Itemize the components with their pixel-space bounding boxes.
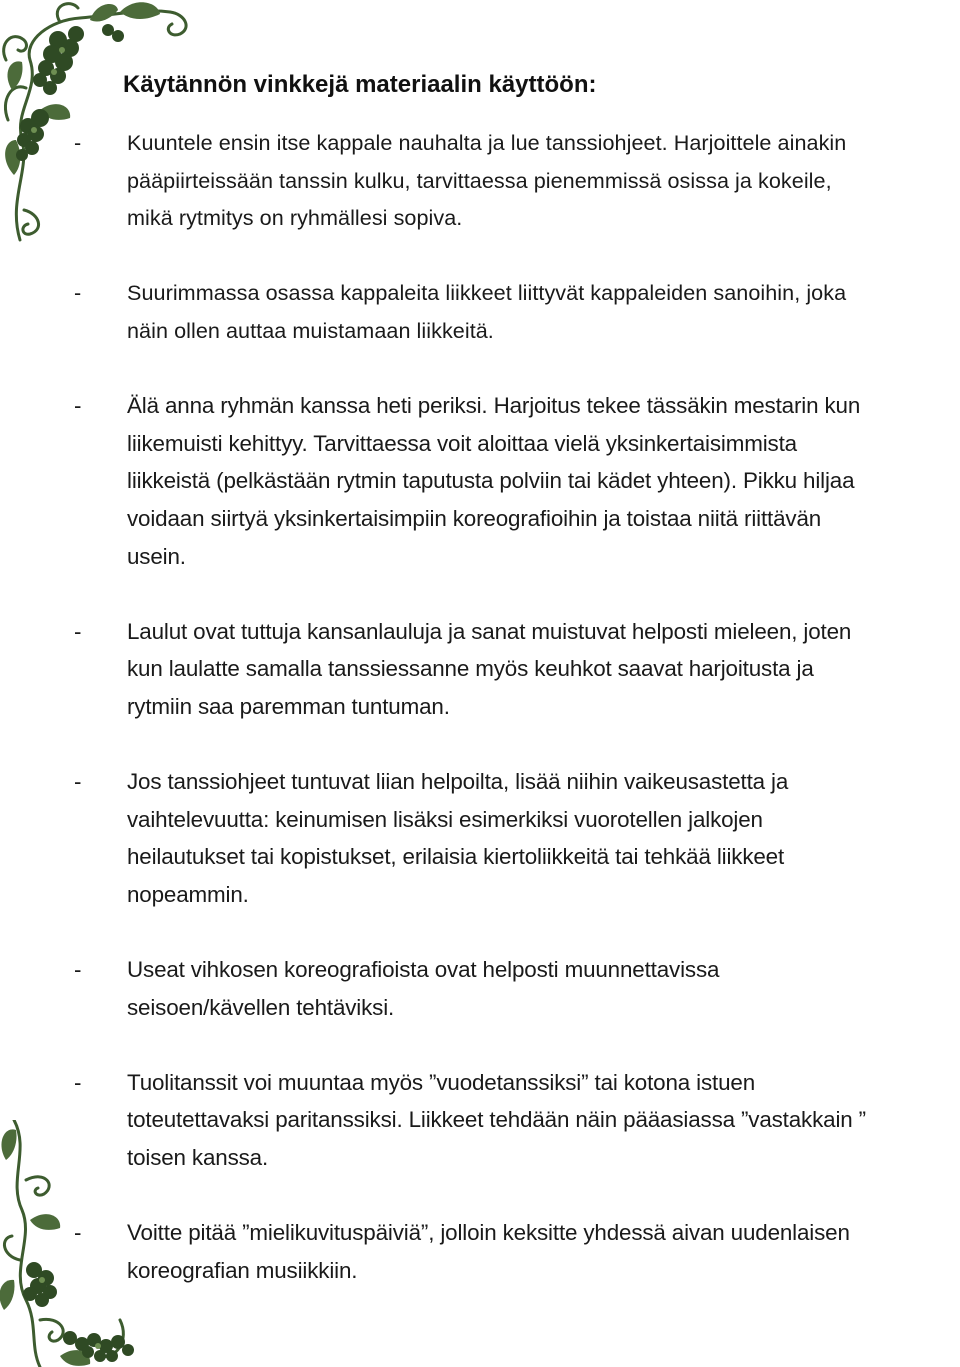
tip-text-line: Jos tanssiohjeet tuntuvat liian helpoilta, lisää niihin vaikeusastetta ja <box>127 769 789 795</box>
tip-text-line: toteutettavaksi paritanssiksi. Liikkeet tehdään näin pääasiassa ”vastakkain ” <box>127 1107 866 1133</box>
tip-text-line: vaihtelevuutta: keinumisen lisäksi esimerkiksi vuorotellen jalkojen <box>127 806 763 832</box>
list-item <box>62 951 957 1026</box>
list-item <box>62 124 957 237</box>
tip-text-line: Kuuntele ensin itse kappale nauhalta ja lue tanssiohjeet. Harjoittele ainakin <box>127 130 847 155</box>
list-bullet: - <box>74 130 82 155</box>
tip-text-line: näin ollen auttaa muistamaan liikkeitä. <box>127 317 494 343</box>
tip-text-line: koreografian musiikkiin. <box>127 1257 358 1283</box>
tip-text-line: Useat vihkosen koreografioista ovat helposti muunnettavissa <box>127 957 720 983</box>
list-bullet: - <box>74 769 82 795</box>
tip-text-line: liikkeistä (pelkästään rytmin taputusta polviin tai kädet yhteen). Pikku hiljaa <box>127 468 855 494</box>
tips-list <box>62 124 957 1327</box>
list-bullet: - <box>74 280 82 306</box>
tip-text-line: nopeammin. <box>127 881 249 907</box>
list-item <box>62 274 957 349</box>
list-item <box>62 613 957 726</box>
tip-text-line: rytmiin saa paremman tuntuman. <box>127 693 450 719</box>
tip-text-line: pääpiirteissään tanssin kulku, tarvittaessa pienemmissä osissa ja kokeile, <box>127 167 832 193</box>
tip-text-line: voidaan siirtyä yksinkertaisimpiin koreografioihin ja toistaa niitä riittävän <box>127 505 822 531</box>
tip-text-line: Voitte pitää ”mielikuvituspäiviä”, jolloin keksitte yhdessä aivan uudenlaisen <box>127 1220 850 1246</box>
tip-text-line: heilautukset tai kopistukset, erilaisia kiertoliikkeitä tai tehkää liikkeet <box>127 844 785 870</box>
tip-text-line: toisen kanssa. <box>127 1145 269 1171</box>
tip-text-line: liikemuisti kehittyy. Tarvittaessa voit aloittaa vielä yksinkertaisimmista <box>127 430 797 456</box>
list-item <box>62 763 957 913</box>
list-item <box>62 387 957 575</box>
page-title: Käytännön vinkkejä materiaalin käyttöön: <box>123 71 597 98</box>
tip-text-line: Älä anna ryhmän kanssa heti periksi. Harjoitus tekee tässäkin mestarin kun <box>127 393 861 419</box>
list-bullet: - <box>74 1220 82 1246</box>
tip-text-line: Tuolitanssit voi muuntaa myös ”vuodetanssiksi” tai kotona istuen <box>127 1069 756 1095</box>
list-bullet: - <box>74 1069 82 1095</box>
tip-text-line: Suurimmassa osassa kappaleita liikkeet liittyvät kappaleiden sanoihin, joka <box>127 280 847 306</box>
tip-text-line: mikä rytmitys on ryhmällesi sopiva. <box>127 205 463 231</box>
list-item <box>62 1064 957 1177</box>
tip-text-line: usein. <box>127 543 186 569</box>
tip-text-line: seisoen/kävellen tehtäviksi. <box>127 994 395 1020</box>
tip-text-line: Laulut ovat tuttuja kansanlauluja ja sanat muistuvat helposti mieleen, joten <box>127 618 852 644</box>
list-bullet: - <box>74 618 82 644</box>
tip-text-line: kun laulatte samalla tanssiessanne myös keuhkot saavat harjoitusta ja <box>127 656 814 682</box>
list-item <box>62 1214 957 1289</box>
list-bullet: - <box>74 957 82 983</box>
list-bullet: - <box>74 393 82 419</box>
